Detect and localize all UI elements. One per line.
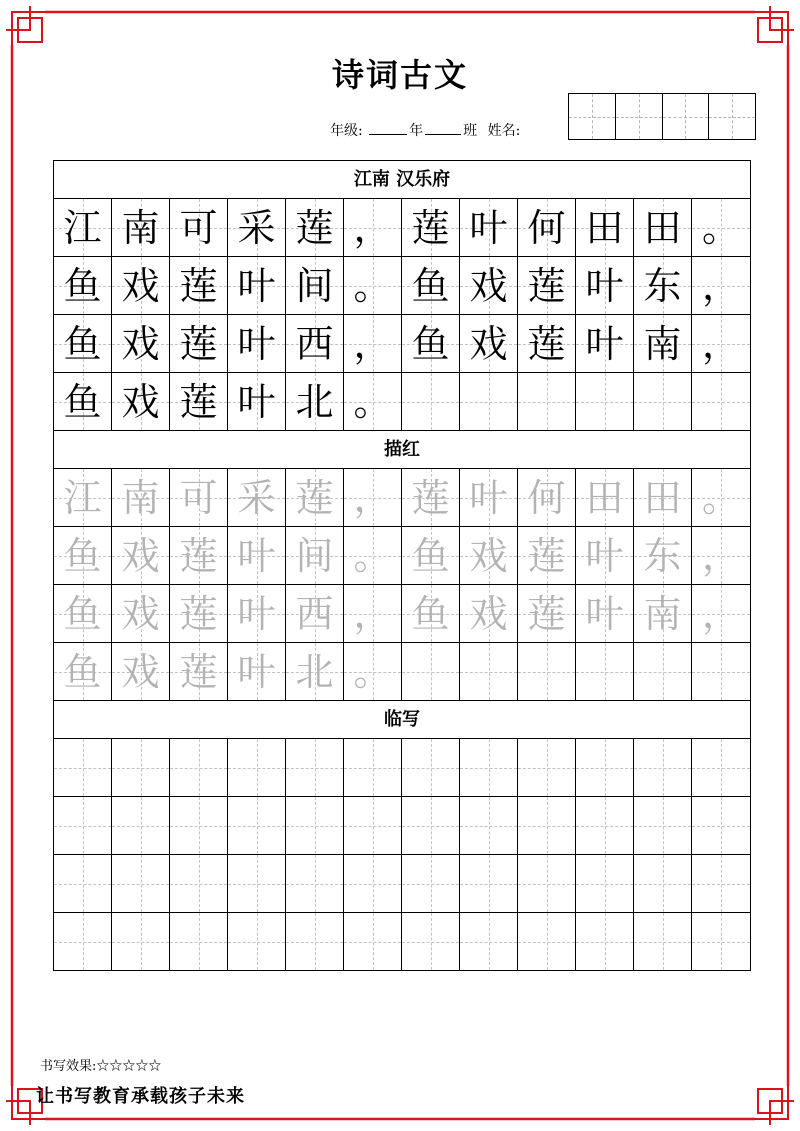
copying-cell[interactable] bbox=[344, 797, 402, 855]
character: 莲 bbox=[179, 533, 218, 578]
tracing-cell[interactable] bbox=[402, 585, 460, 643]
character: 采 bbox=[237, 475, 276, 520]
character: ， bbox=[701, 591, 740, 636]
character: 南 bbox=[121, 205, 160, 250]
poem-cell bbox=[460, 373, 518, 431]
character: 莲 bbox=[527, 533, 566, 578]
tracing-cell[interactable] bbox=[112, 585, 170, 643]
tracing-cell[interactable] bbox=[402, 643, 460, 701]
copying-cell[interactable] bbox=[54, 797, 112, 855]
tracing-cell[interactable] bbox=[54, 469, 112, 527]
tracing-cell[interactable] bbox=[54, 585, 112, 643]
class-blank[interactable] bbox=[425, 120, 461, 135]
copying-cell[interactable] bbox=[460, 855, 518, 913]
tracing-cell[interactable] bbox=[692, 527, 750, 585]
poem-cell bbox=[692, 315, 750, 373]
character: 。 bbox=[353, 649, 392, 694]
character: 叶 bbox=[585, 321, 624, 366]
poem-cell bbox=[518, 373, 576, 431]
tracing-cell[interactable] bbox=[112, 469, 170, 527]
character: 。 bbox=[353, 533, 392, 578]
tracing-cell[interactable] bbox=[170, 585, 228, 643]
footer-slogan: 让书写教育承载孩子未来 bbox=[36, 1086, 245, 1107]
character: 戏 bbox=[121, 379, 160, 424]
tracing-cell[interactable] bbox=[634, 527, 692, 585]
character: 叶 bbox=[237, 263, 276, 308]
character: 叶 bbox=[585, 591, 624, 636]
copying-cell[interactable] bbox=[344, 855, 402, 913]
tracing-cell[interactable] bbox=[634, 585, 692, 643]
copying-cell[interactable] bbox=[576, 913, 634, 971]
name-writing-box[interactable] bbox=[568, 93, 756, 140]
copying-cell[interactable] bbox=[402, 739, 460, 797]
character: 南 bbox=[121, 475, 160, 520]
copying-cell[interactable] bbox=[286, 855, 344, 913]
grade-label: 年级: bbox=[330, 123, 363, 139]
copying-cell[interactable] bbox=[286, 797, 344, 855]
copying-cell[interactable] bbox=[402, 797, 460, 855]
poem-cell bbox=[460, 199, 518, 257]
copying-cell[interactable] bbox=[170, 913, 228, 971]
poem-cell bbox=[576, 199, 634, 257]
tracing-cell[interactable] bbox=[576, 643, 634, 701]
copying-cell[interactable] bbox=[54, 913, 112, 971]
character: 叶 bbox=[237, 379, 276, 424]
tracing-cell[interactable] bbox=[460, 469, 518, 527]
character: ， bbox=[701, 263, 740, 308]
copying-cell[interactable] bbox=[692, 913, 750, 971]
copying-cell[interactable] bbox=[286, 739, 344, 797]
copying-cell[interactable] bbox=[54, 739, 112, 797]
poem-cell bbox=[460, 257, 518, 315]
tracing-cell[interactable] bbox=[460, 585, 518, 643]
poem-cell bbox=[344, 199, 402, 257]
tracing-cell[interactable] bbox=[170, 469, 228, 527]
poem-cell bbox=[518, 315, 576, 373]
poem-cell bbox=[692, 373, 750, 431]
character: 北 bbox=[295, 649, 334, 694]
poem-cell bbox=[576, 373, 634, 431]
poem-cell bbox=[634, 373, 692, 431]
character: 田 bbox=[585, 475, 624, 520]
tracing-cell[interactable] bbox=[634, 469, 692, 527]
poem-cell bbox=[112, 373, 170, 431]
character: 戏 bbox=[121, 649, 160, 694]
character: 鱼 bbox=[63, 591, 102, 636]
character: 可 bbox=[179, 205, 218, 250]
character: 鱼 bbox=[63, 533, 102, 578]
poem-cell bbox=[54, 315, 112, 373]
copying-cell[interactable] bbox=[170, 797, 228, 855]
copying-cell[interactable] bbox=[228, 797, 286, 855]
character: 西 bbox=[295, 321, 334, 366]
character: 戏 bbox=[469, 591, 508, 636]
copying-cell[interactable] bbox=[576, 739, 634, 797]
character: 可 bbox=[179, 475, 218, 520]
poem-cell bbox=[228, 257, 286, 315]
name-cell[interactable] bbox=[709, 94, 755, 139]
copying-cell[interactable] bbox=[692, 739, 750, 797]
copying-cell[interactable] bbox=[54, 855, 112, 913]
copying-cell[interactable] bbox=[634, 739, 692, 797]
character: 鱼 bbox=[411, 533, 450, 578]
character: 北 bbox=[295, 379, 334, 424]
character: 叶 bbox=[237, 321, 276, 366]
character: 鱼 bbox=[411, 263, 450, 308]
tracing-cell[interactable] bbox=[518, 643, 576, 701]
copying-cell[interactable] bbox=[228, 913, 286, 971]
copying-cell[interactable] bbox=[170, 855, 228, 913]
character: 莲 bbox=[295, 475, 334, 520]
copying-cell[interactable] bbox=[228, 739, 286, 797]
poem-cell bbox=[402, 373, 460, 431]
copying-cell[interactable] bbox=[402, 913, 460, 971]
tracing-cell[interactable] bbox=[286, 527, 344, 585]
tracing-cell[interactable] bbox=[170, 643, 228, 701]
character: 采 bbox=[237, 205, 276, 250]
character: 田 bbox=[643, 475, 682, 520]
character: 间 bbox=[295, 263, 334, 308]
character: 鱼 bbox=[411, 591, 450, 636]
tracing-cell[interactable] bbox=[54, 643, 112, 701]
tracing-cell[interactable] bbox=[228, 527, 286, 585]
character: ， bbox=[353, 591, 392, 636]
poem-grid bbox=[54, 199, 750, 431]
poem-cell bbox=[170, 373, 228, 431]
class-label: 班 bbox=[463, 123, 478, 139]
tracing-cell[interactable] bbox=[344, 585, 402, 643]
tracing-cell[interactable] bbox=[344, 643, 402, 701]
character: 莲 bbox=[295, 205, 334, 250]
character: 叶 bbox=[237, 649, 276, 694]
name-cell[interactable] bbox=[569, 94, 616, 139]
copying-cell[interactable] bbox=[344, 739, 402, 797]
poem-cell bbox=[54, 199, 112, 257]
page-title: 诗词古文 bbox=[331, 56, 468, 94]
name-label: 姓名: bbox=[487, 123, 521, 139]
poem-cell bbox=[170, 315, 228, 373]
tracing-cell[interactable] bbox=[460, 643, 518, 701]
poem-cell bbox=[112, 199, 170, 257]
copying-cell[interactable] bbox=[692, 797, 750, 855]
character: 叶 bbox=[585, 263, 624, 308]
character: 莲 bbox=[179, 379, 218, 424]
copying-cell[interactable] bbox=[112, 739, 170, 797]
poem-cell bbox=[344, 373, 402, 431]
character: 鱼 bbox=[63, 321, 102, 366]
poem-cell bbox=[112, 257, 170, 315]
tracing-cell[interactable] bbox=[228, 643, 286, 701]
character: 鱼 bbox=[411, 321, 450, 366]
character: 戏 bbox=[121, 533, 160, 578]
character: 莲 bbox=[411, 205, 450, 250]
poem-cell bbox=[634, 257, 692, 315]
character: 田 bbox=[585, 205, 624, 250]
poem-cell bbox=[228, 373, 286, 431]
tracing-cell[interactable] bbox=[228, 585, 286, 643]
year-label: 年 bbox=[409, 123, 424, 139]
tracing-cell[interactable] bbox=[112, 643, 170, 701]
character: ， bbox=[353, 475, 392, 520]
copying-grid bbox=[54, 739, 750, 971]
character: 叶 bbox=[237, 591, 276, 636]
poem-cell bbox=[518, 199, 576, 257]
tracing-cell[interactable] bbox=[402, 527, 460, 585]
character: 叶 bbox=[585, 533, 624, 578]
character: 东 bbox=[643, 263, 682, 308]
copying-cell[interactable] bbox=[460, 797, 518, 855]
character: 莲 bbox=[527, 591, 566, 636]
tracing-cell[interactable] bbox=[692, 643, 750, 701]
tracing-cell[interactable] bbox=[54, 527, 112, 585]
character: 莲 bbox=[179, 649, 218, 694]
character: 戏 bbox=[469, 533, 508, 578]
character: 戏 bbox=[469, 321, 508, 366]
character: 叶 bbox=[237, 533, 276, 578]
tracing-cell[interactable] bbox=[576, 585, 634, 643]
character: 戏 bbox=[469, 263, 508, 308]
character: ， bbox=[353, 321, 392, 366]
poem-cell bbox=[286, 199, 344, 257]
tracing-heading: 描红 bbox=[54, 431, 750, 469]
poem-cell bbox=[634, 199, 692, 257]
character: 。 bbox=[701, 205, 740, 250]
tracing-cell[interactable] bbox=[286, 585, 344, 643]
copying-cell[interactable] bbox=[518, 913, 576, 971]
tracing-cell[interactable] bbox=[112, 527, 170, 585]
character: ， bbox=[353, 205, 392, 250]
copying-cell[interactable] bbox=[460, 913, 518, 971]
character: 叶 bbox=[469, 205, 508, 250]
tracing-cell[interactable] bbox=[518, 527, 576, 585]
tracing-cell[interactable] bbox=[286, 469, 344, 527]
character: 江 bbox=[63, 475, 102, 520]
character: 莲 bbox=[179, 321, 218, 366]
character: 戏 bbox=[121, 263, 160, 308]
character: 莲 bbox=[527, 321, 566, 366]
copying-cell[interactable] bbox=[576, 797, 634, 855]
copying-cell[interactable] bbox=[634, 913, 692, 971]
poem-cell bbox=[402, 199, 460, 257]
tracing-cell[interactable] bbox=[576, 527, 634, 585]
poem-cell bbox=[54, 257, 112, 315]
poem-cell bbox=[286, 315, 344, 373]
poem-cell bbox=[344, 315, 402, 373]
character: 莲 bbox=[527, 263, 566, 308]
poem-cell bbox=[402, 257, 460, 315]
tracing-cell[interactable] bbox=[228, 469, 286, 527]
copying-heading: 临写 bbox=[54, 701, 750, 739]
poem-cell bbox=[402, 315, 460, 373]
character: ， bbox=[701, 321, 740, 366]
copying-cell[interactable] bbox=[576, 855, 634, 913]
practice-sheet bbox=[53, 160, 751, 971]
copying-cell[interactable] bbox=[692, 855, 750, 913]
grade-blank[interactable] bbox=[369, 120, 407, 135]
character: 戏 bbox=[121, 591, 160, 636]
character: 莲 bbox=[179, 591, 218, 636]
copying-cell[interactable] bbox=[112, 913, 170, 971]
tracing-cell[interactable] bbox=[634, 643, 692, 701]
character: 。 bbox=[701, 475, 740, 520]
copying-cell[interactable] bbox=[344, 913, 402, 971]
character: 莲 bbox=[411, 475, 450, 520]
poem-cell bbox=[228, 199, 286, 257]
copying-cell[interactable] bbox=[634, 797, 692, 855]
poem-cell bbox=[576, 257, 634, 315]
character: 鱼 bbox=[63, 649, 102, 694]
poem-cell bbox=[634, 315, 692, 373]
character: 。 bbox=[353, 263, 392, 308]
character: 叶 bbox=[469, 475, 508, 520]
copying-cell[interactable] bbox=[460, 739, 518, 797]
poem-cell bbox=[692, 199, 750, 257]
character: 南 bbox=[643, 321, 682, 366]
character: ， bbox=[701, 533, 740, 578]
poem-cell bbox=[170, 257, 228, 315]
student-info-line bbox=[330, 120, 520, 140]
tracing-cell[interactable] bbox=[518, 585, 576, 643]
poem-cell bbox=[518, 257, 576, 315]
tracing-cell[interactable] bbox=[576, 469, 634, 527]
tracing-cell[interactable] bbox=[692, 469, 750, 527]
poem-cell bbox=[286, 257, 344, 315]
tracing-grid bbox=[54, 469, 750, 701]
character: 戏 bbox=[121, 321, 160, 366]
poem-cell bbox=[228, 315, 286, 373]
copying-cell[interactable] bbox=[518, 739, 576, 797]
copying-cell[interactable] bbox=[112, 855, 170, 913]
copying-cell[interactable] bbox=[518, 855, 576, 913]
character: 。 bbox=[353, 379, 392, 424]
character: 东 bbox=[643, 533, 682, 578]
poem-cell bbox=[170, 199, 228, 257]
character: 西 bbox=[295, 591, 334, 636]
copying-cell[interactable] bbox=[112, 797, 170, 855]
character: 间 bbox=[295, 533, 334, 578]
character: 江 bbox=[63, 205, 102, 250]
character: 鱼 bbox=[63, 379, 102, 424]
poem-cell bbox=[112, 315, 170, 373]
character: 莲 bbox=[179, 263, 218, 308]
tracing-cell[interactable] bbox=[460, 527, 518, 585]
poem-cell bbox=[576, 315, 634, 373]
character: 何 bbox=[527, 475, 566, 520]
copying-cell[interactable] bbox=[402, 855, 460, 913]
tracing-cell[interactable] bbox=[402, 469, 460, 527]
copying-cell[interactable] bbox=[286, 913, 344, 971]
poem-cell bbox=[286, 373, 344, 431]
tracing-cell[interactable] bbox=[344, 527, 402, 585]
copying-cell[interactable] bbox=[518, 797, 576, 855]
tracing-cell[interactable] bbox=[518, 469, 576, 527]
character: 鱼 bbox=[63, 263, 102, 308]
tracing-cell[interactable] bbox=[344, 469, 402, 527]
tracing-cell[interactable] bbox=[286, 643, 344, 701]
poem-cell bbox=[460, 315, 518, 373]
poem-heading: 江南 汉乐府 bbox=[54, 161, 750, 199]
tracing-cell[interactable] bbox=[170, 527, 228, 585]
copying-cell[interactable] bbox=[634, 855, 692, 913]
name-cell[interactable] bbox=[616, 94, 663, 139]
poem-cell bbox=[344, 257, 402, 315]
copying-cell[interactable] bbox=[170, 739, 228, 797]
writing-rating: 书写效果:☆☆☆☆☆ bbox=[40, 1059, 162, 1074]
name-cell[interactable] bbox=[663, 94, 710, 139]
tracing-cell[interactable] bbox=[692, 585, 750, 643]
poem-cell bbox=[692, 257, 750, 315]
copying-cell[interactable] bbox=[228, 855, 286, 913]
poem-cell bbox=[54, 373, 112, 431]
character: 南 bbox=[643, 591, 682, 636]
character: 何 bbox=[527, 205, 566, 250]
character: 田 bbox=[643, 205, 682, 250]
